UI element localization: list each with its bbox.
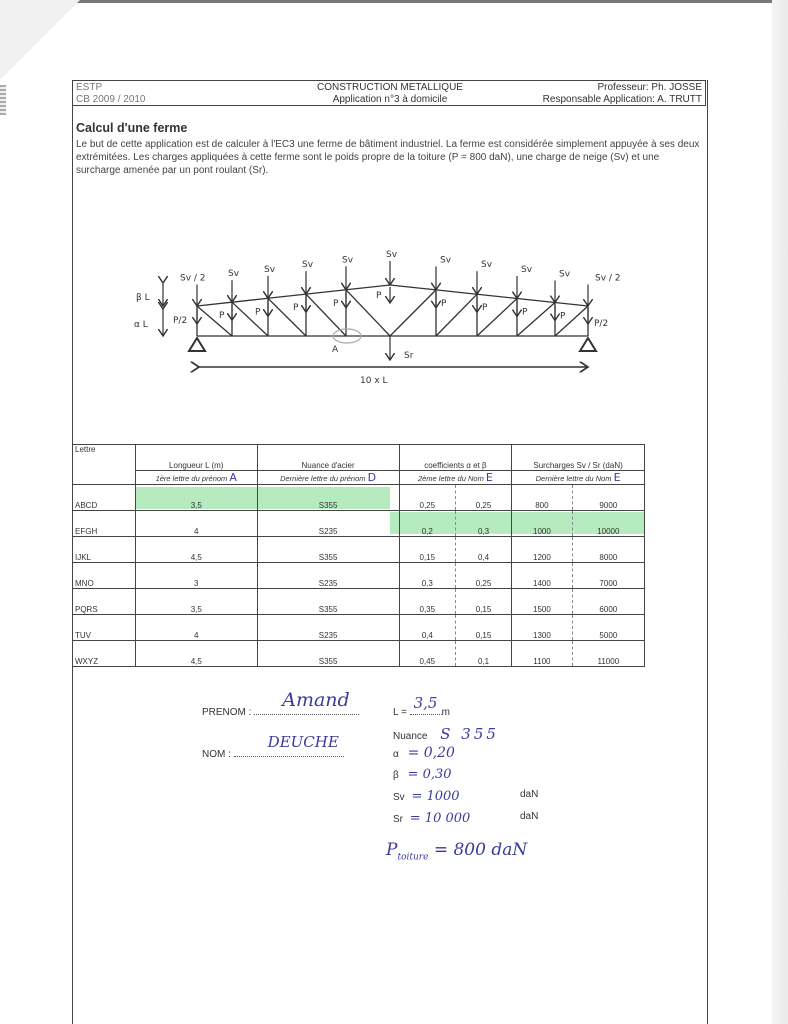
diagonal-member (390, 290, 436, 336)
cell-sr: 8000 (572, 537, 644, 563)
cell-sv: 1300 (512, 615, 572, 641)
course-title: CONSTRUCTION METALLIQUE (317, 82, 463, 93)
cell-alpha: 0,25 (399, 485, 455, 511)
cell-alpha: 0,3 (399, 563, 455, 589)
nom-value: DEUCHE (267, 733, 339, 751)
nom-label: NOM : (202, 749, 231, 760)
beta-field (393, 767, 452, 782)
cell-longueur: 3,5 (136, 485, 258, 511)
p-toiture-note (386, 840, 527, 862)
cell-lettre: PQRS (73, 589, 136, 615)
diagonal-member (268, 298, 306, 336)
professor: Professeur: Ph. JOSSE (597, 82, 702, 93)
sv-half-label: Sv / 2 (180, 273, 206, 284)
cell-longueur: 4,5 (136, 537, 258, 563)
sv-label: Sv (386, 250, 398, 260)
top-chord-segment (555, 303, 588, 307)
l-label: L = (393, 707, 407, 718)
prenom-field (202, 689, 359, 718)
cell-longueur: 4,5 (136, 641, 258, 667)
diagonal-member (197, 306, 232, 336)
prenom-label: PRENOM : (202, 707, 252, 718)
beta-value: = 0,30 (407, 767, 452, 782)
sv-label: Sv (264, 264, 276, 275)
cell-lettre: WXYZ (73, 641, 136, 667)
sub-header-surcharges: Dernière lettre du Nom E (512, 471, 645, 485)
sv-label: Sv (440, 255, 452, 266)
sr-unit: daN (520, 811, 539, 822)
sub-header-longueur: 1ère lettre du prénom A (136, 471, 258, 485)
sv-label: Sv (342, 255, 354, 266)
cell-alpha: 0,35 (399, 589, 455, 615)
p-label: P (219, 311, 225, 322)
p-label: P (522, 307, 528, 318)
top-chord-segment (517, 298, 555, 302)
cell-lettre: IJKL (73, 537, 136, 563)
cell-nuance: S355 (257, 589, 399, 615)
cell-sr: 10000 (572, 511, 644, 537)
nuance-label: Nuance (393, 731, 428, 742)
cell-sv: 1400 (512, 563, 572, 589)
cell-lettre: ABCD (73, 485, 136, 511)
cell-beta: 0,25 (455, 563, 511, 589)
p-half-label: P/2 (594, 319, 609, 329)
handwritten-letter: E (485, 471, 493, 484)
cell-sr: 11000 (572, 641, 644, 667)
alpha-label: α (393, 749, 399, 760)
handwritten-letter: E (613, 471, 621, 484)
cell-alpha: 0,2 (399, 511, 455, 537)
nom-field (202, 733, 344, 760)
sr-field (393, 811, 470, 826)
alpha-field (393, 745, 455, 761)
right-support-icon (580, 338, 596, 351)
cell-sr: 5000 (572, 615, 644, 641)
top-chord-segment (390, 285, 436, 290)
col-header-nuance: Nuance d'acier (257, 445, 399, 471)
top-chord-segment (477, 294, 517, 298)
parameter-table (72, 444, 645, 667)
p-label: P (255, 307, 261, 318)
cell-sv: 1000 (512, 511, 572, 537)
prenom-value: Amand (282, 689, 350, 711)
p-label: P (333, 298, 339, 309)
truss-diagram (0, 0, 788, 400)
col-header-surcharges: Surcharges Sv / Sr (daN) (512, 445, 645, 471)
cell-sv: 800 (512, 485, 572, 511)
sr-label: Sr (404, 351, 414, 361)
intro-paragraph: Le but de cette application est de calculer à l'EC3 une ferme de bâtiment industriel. La ferme est considérée simplement appuyée à ses deux extrémitées. Les charges appliquées à cette ferme sont le poids propre de la toiture (P = 800 daN), une charge de neige (Sv) et une surcharge amenée par un pont roulant (Sr). (76, 139, 700, 176)
col-header-coef: coefficients α et β (399, 445, 511, 471)
table-row (73, 511, 645, 537)
col-header-longueur: Longueur L (m) (136, 445, 258, 471)
cell-nuance: S235 (257, 563, 399, 589)
sub-header-coef: 2ème lettre du Nom E (399, 471, 511, 485)
sv-label: Sv (302, 260, 314, 271)
sv-unit: daN (520, 789, 539, 800)
cell-nuance: S355 (257, 537, 399, 563)
top-chord-segment (197, 302, 232, 306)
alpha-value: = 0,20 (407, 745, 455, 761)
table-row (73, 641, 645, 667)
handwritten-letter: D (367, 471, 377, 484)
cell-longueur: 4 (136, 615, 258, 641)
cell-beta: 0,25 (455, 485, 511, 511)
cell-nuance: S235 (257, 511, 399, 537)
cell-sv: 1100 (512, 641, 572, 667)
p-toiture-symbol: P (386, 840, 398, 860)
alpha-label: α L (134, 320, 148, 330)
cell-alpha: 0,4 (399, 615, 455, 641)
sr-label: Sr (393, 814, 403, 825)
load-arrows (173, 250, 621, 329)
p-half-label: P/2 (173, 316, 188, 326)
assignment-title: Application n°3 à domicile (332, 94, 448, 105)
sr-value: = 10 000 (409, 811, 471, 826)
l-value: 3,5 (413, 694, 438, 712)
left-support-icon (189, 338, 205, 351)
cell-sr: 9000 (572, 485, 644, 511)
beta-label: β (393, 770, 399, 781)
col-header-lettre: Lettre (73, 445, 136, 485)
nuance-value: S 355 (440, 725, 499, 743)
l-unit: m (441, 707, 450, 718)
cell-beta: 0,4 (455, 537, 511, 563)
sub-header-nuance: Dernière lettre du prénom D (257, 471, 399, 485)
p-label: P (376, 291, 382, 301)
cell-sv: 1200 (512, 537, 572, 563)
cell-alpha: 0,45 (399, 641, 455, 667)
p-label: P (293, 303, 299, 314)
table-row (73, 485, 645, 511)
p-toiture-subscript: toiture (397, 852, 429, 863)
nuance-field (393, 725, 499, 743)
cell-beta: 0,15 (455, 589, 511, 615)
sv-field (393, 789, 460, 804)
class-year: CB 2009 / 2010 (76, 94, 146, 105)
cell-longueur: 3 (136, 563, 258, 589)
sv-label: Sv (521, 264, 533, 275)
sv-label: Sv (228, 269, 240, 280)
handwritten-letter: A (229, 471, 237, 484)
top-chord-segment (232, 298, 268, 302)
p-toiture-value: = 800 daN (433, 840, 528, 860)
sv-label: Sv (481, 260, 493, 271)
diagonal-member (232, 302, 268, 336)
sv-value: = 1000 (411, 789, 460, 804)
span-label: 10 x L (360, 376, 388, 386)
cell-longueur: 4 (136, 511, 258, 537)
cell-lettre: MNO (73, 563, 136, 589)
cell-sv: 1500 (512, 589, 572, 615)
cell-beta: 0,3 (455, 511, 511, 537)
cell-beta: 0,1 (455, 641, 511, 667)
table-row (73, 563, 645, 589)
cell-lettre: EFGH (73, 511, 136, 537)
beta-label: β L (136, 293, 150, 303)
node-a-label: A (332, 345, 339, 355)
school-name: ESTP (76, 82, 103, 93)
top-chord-segment (306, 290, 346, 294)
cell-nuance: S355 (257, 485, 399, 511)
p-label: P (441, 298, 447, 309)
p-label: P (560, 311, 566, 322)
top-chord-segment (436, 290, 477, 294)
cell-nuance: S355 (257, 641, 399, 667)
cell-alpha: 0,15 (399, 537, 455, 563)
cell-nuance: S235 (257, 615, 399, 641)
sv-label: Sv (559, 269, 571, 280)
sv-label: Sv (393, 792, 405, 803)
table-row (73, 537, 645, 563)
top-chord-segment (346, 285, 390, 290)
cell-longueur: 3,5 (136, 589, 258, 615)
table-row (73, 615, 645, 641)
sv-half-label: Sv / 2 (595, 273, 621, 284)
cell-sr: 7000 (572, 563, 644, 589)
l-field (393, 694, 450, 718)
responsible: Responsable Application: A. TRUTT (542, 94, 702, 105)
top-chord-segment (268, 294, 306, 298)
cell-sr: 6000 (572, 589, 644, 615)
section-title: Calcul d'une ferme (76, 121, 188, 135)
p-label: P (482, 303, 488, 314)
table-row (73, 589, 645, 615)
cell-lettre: TUV (73, 615, 136, 641)
cell-beta: 0,15 (455, 615, 511, 641)
